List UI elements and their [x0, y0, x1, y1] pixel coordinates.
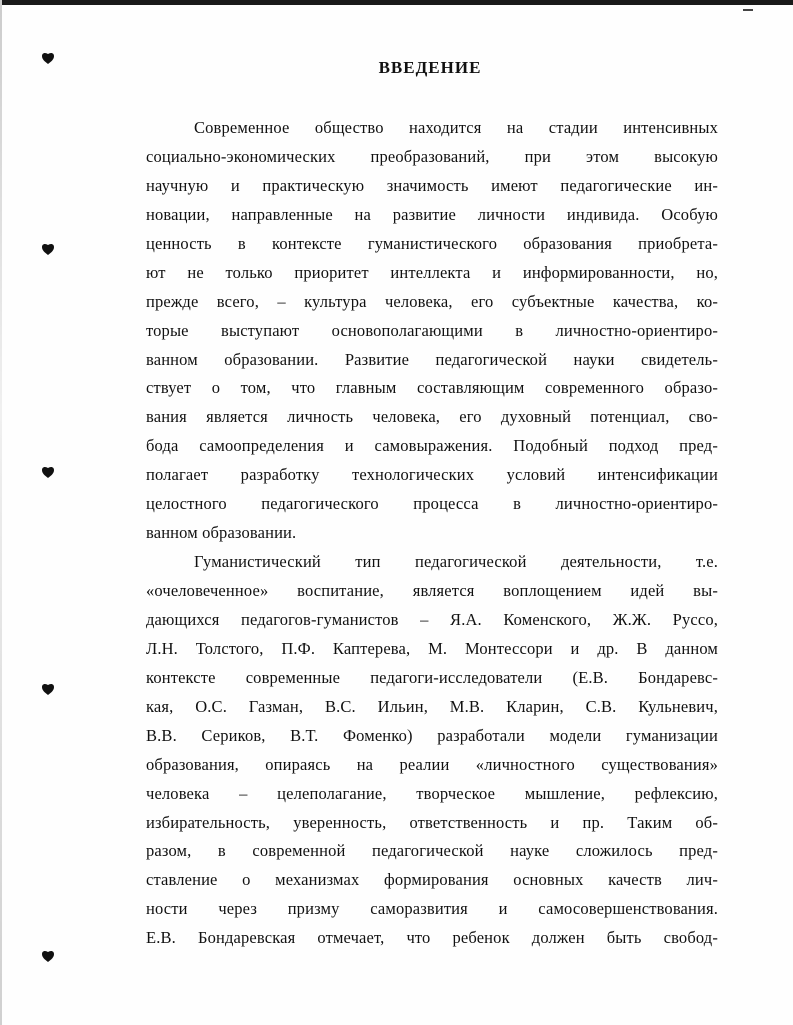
text-line: ставление о механизмах формирования основных качеств лич-: [146, 870, 718, 890]
text-line: Е.В. Бондаревская отмечает, что ребенок должен быть свобод-: [146, 928, 718, 948]
text-line: новации, направленные на развитие личности индивида. Особую: [146, 204, 718, 224]
text-line: целостного педагогического процесса в личностно-ориентиро-: [146, 494, 718, 514]
punch-hole-icon: [42, 466, 54, 479]
text-line: полагает разработку технологических условий интенсификации: [146, 465, 718, 485]
text-line: ют не только приоритет интеллекта и информированности, но,: [146, 262, 718, 282]
text-line: разом, в современной педагогической науке сложилось пред-: [146, 841, 718, 861]
text-line: человека – целеполагание, творческое мышление, рефлексию,: [146, 783, 718, 803]
text-line: ствует о том, что главным составляющим современного образо-: [146, 378, 718, 398]
text-line: прежде всего, – культура человека, его субъектные качества, ко-: [146, 291, 718, 311]
text-line: контексте современные педагоги-исследователи (Е.В. Бондаревс-: [146, 667, 718, 687]
text-line: Гуманистический тип педагогической деятельности, т.е.: [194, 552, 718, 572]
body-text: [146, 114, 718, 953]
punch-hole-icon: [42, 243, 54, 256]
text-line: ности через призму саморазвития и самосовершенствования.: [146, 899, 718, 919]
text-line: бода самоопределения и самовыражения. Подобный подход пред-: [146, 436, 718, 456]
text-line: вания является личность человека, его духовный потенциал, сво-: [146, 407, 718, 427]
text-line: Современное общество находится на стадии интенсивных: [194, 118, 718, 137]
text-line: Л.Н. Толстого, П.Ф. Каптерева, М. Монтессори и др. В данном: [146, 638, 718, 658]
text-line: кая, О.С. Газман, В.С. Ильин, М.В. Кларин, С.В. Кульневич,: [146, 696, 718, 716]
text-line: «очеловеченное» воспитание, является воплощением идей вы-: [146, 581, 718, 600]
text-line: торые выступают основополагающими в личностно-ориентиро-: [146, 320, 718, 340]
text-line: ценность в контексте гуманистического образования приобрета-: [146, 233, 718, 253]
corner-scan-mark: [743, 9, 753, 11]
text-line: дающихся педагогов-гуманистов – Я.А. Коменского, Ж.Ж. Руссо,: [146, 609, 718, 629]
text-line: избирательность, уверенность, ответственность и пр. Таким об-: [146, 812, 718, 832]
page-title: ВВЕДЕНИЕ: [378, 58, 482, 77]
top-scan-border: [0, 0, 793, 5]
punch-hole-icon: [42, 683, 54, 696]
left-scan-edge: [0, 0, 2, 1025]
text-line: социально-экономических преобразований, при этом высокую: [146, 146, 718, 166]
punch-hole-icon: [42, 950, 54, 963]
text-line: образования, опираясь на реалии «личностного существования»: [146, 754, 718, 774]
text-line: ванном образовании. Развитие педагогической науки свидетель-: [146, 349, 718, 369]
text-line: В.В. Сериков, В.Т. Фоменко) разработали модели гуманизации: [146, 725, 718, 745]
text-line: научную и практическую значимость имеют педагогические ин-: [146, 175, 718, 195]
text-line: ванном образовании.: [146, 523, 297, 543]
